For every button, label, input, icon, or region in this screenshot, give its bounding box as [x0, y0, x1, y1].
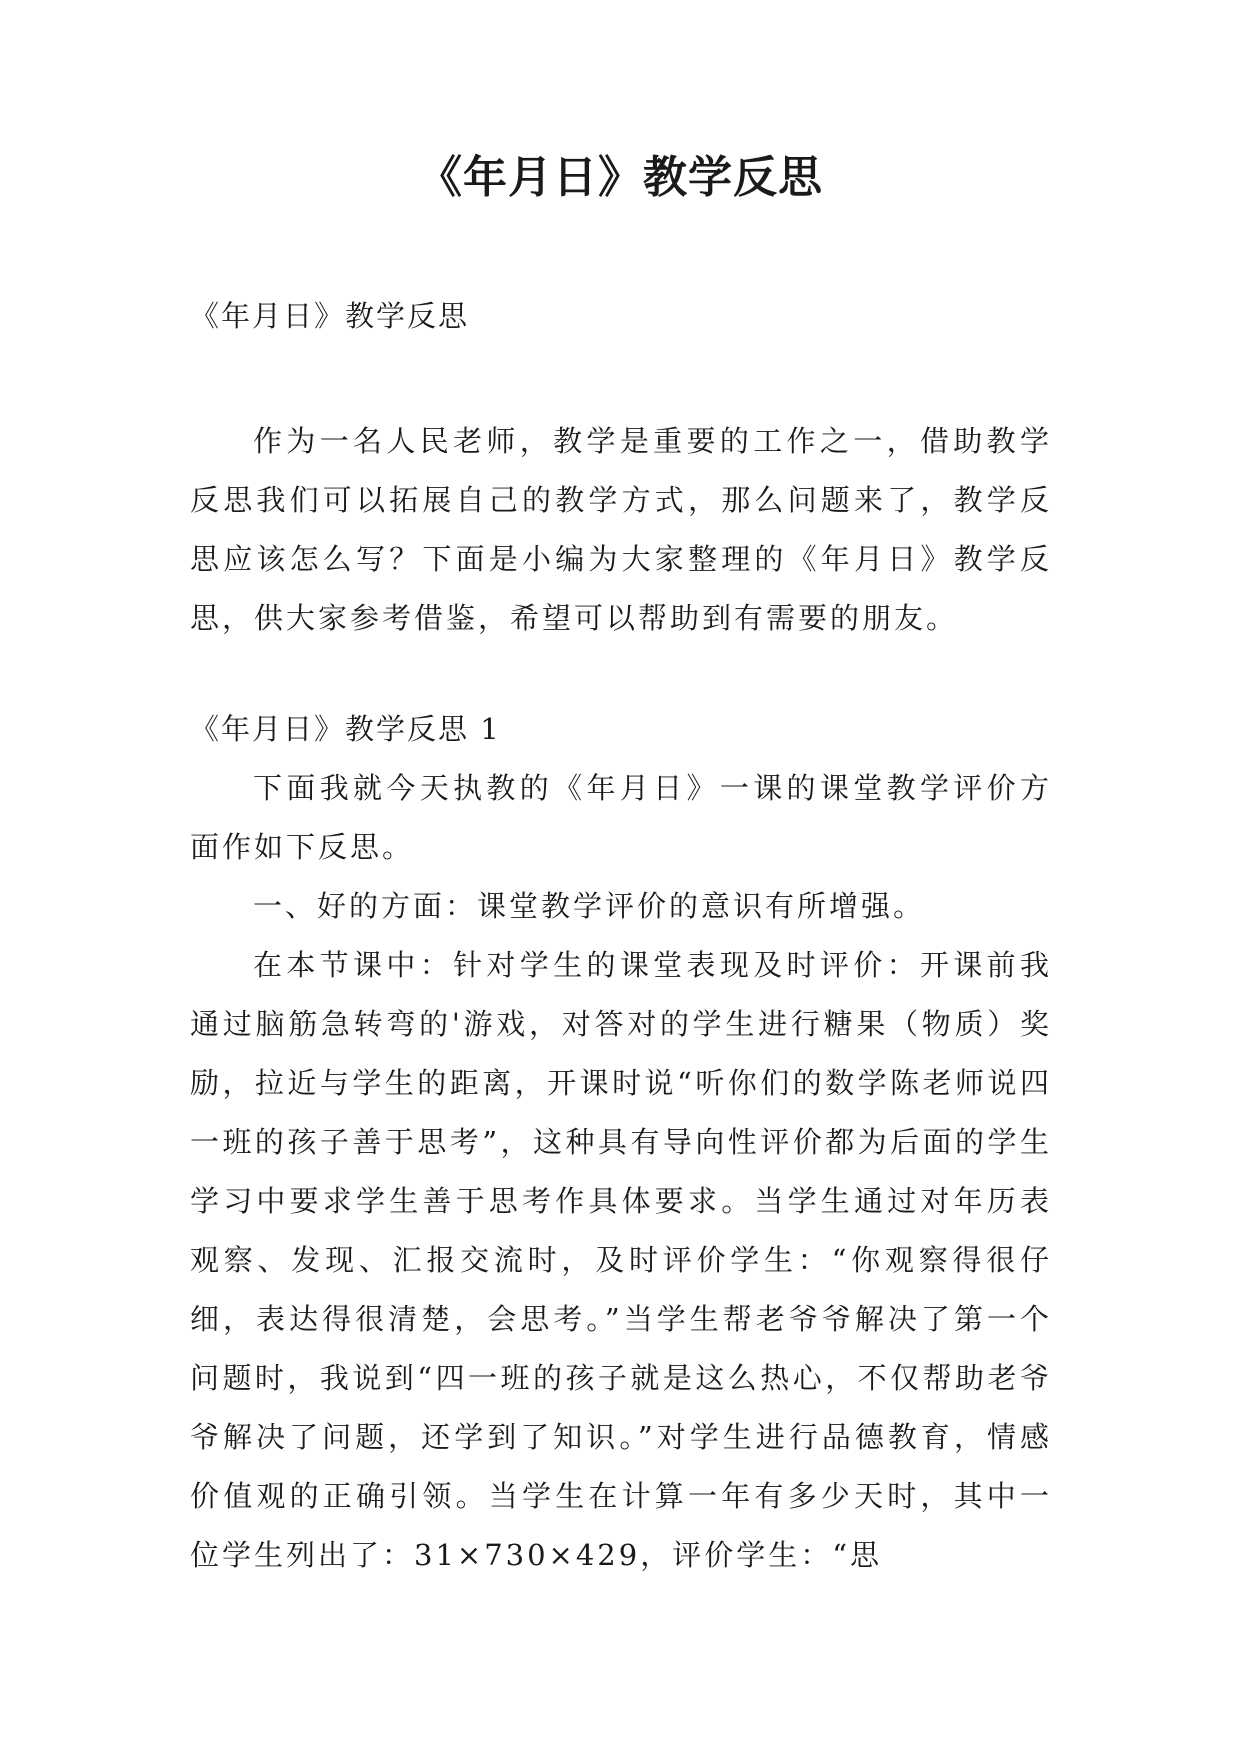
body-paragraph: 一、好的方面：课堂教学评价的意识有所增强。 [253, 889, 926, 923]
document-title: 《年月日》教学反思 [418, 152, 823, 203]
document-subtitle: 《年月日》教学反思 [190, 299, 470, 333]
body-paragraph: 在本节课中：针对学生的课堂表现及时评价：开课前我通过脑筋急转弯的'游戏，对答对的学生进行糖果（物质）奖励，拉近与学生的距离，开课时说“听你们的数学陈老师说四一班的孩子善于思考”，这种具有导向性评价都为后面的学生学习中要求学生善于思考作具体要求。当学生通过对年历表观察、发现、汇报交流时，及时评价学生：“你观察得很仔细，表达得很清楚，会思考。”当学生帮老爷爷解决了第一个问题时，我说到“四一班的孩子就是这么热心，不仅帮助老爷爷解决了问题，还学到了知识。”对学生进行品德教育，情感价值观的正确引领。当学生在计算一年有多少天时，其中一位学生列出了：31×730×429，评价学生：“思 [190, 948, 1052, 1572]
intro-paragraph: 作为一名人民老师，教学是重要的工作之一，借助教学反思我们可以拓展自己的教学方式，那么问题来了，教学反思应该怎么写？下面是小编为大家整理的《年月日》教学反思，供大家参考借鉴，希望可以帮助到有需要的朋友。 [190, 424, 1052, 635]
intro-section [190, 412, 1052, 648]
reflection-section-1 [190, 700, 1052, 1585]
section-heading: 《年月日》教学反思 1 [190, 712, 501, 746]
body-paragraph: 下面我就今天执教的《年月日》一课的课堂教学评价方面作如下反思。 [190, 771, 1052, 864]
